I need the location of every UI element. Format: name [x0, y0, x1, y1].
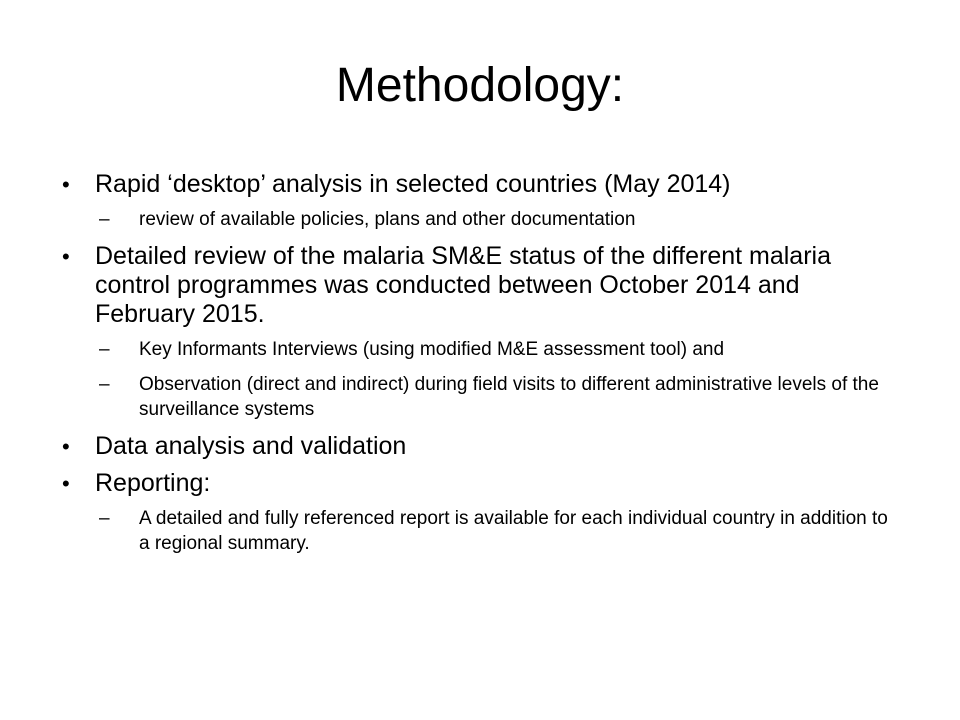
bullet-item — [62, 432, 902, 461]
sub-bullet-text: A detailed and fully referenced report is available for each individual country in addition to a regional summary. — [139, 508, 888, 554]
slide-body — [62, 170, 902, 566]
dash-icon: – — [99, 339, 110, 360]
bullet-text: Reporting: — [95, 469, 211, 497]
sub-bullet-item — [62, 207, 902, 232]
bullet-item — [62, 170, 902, 199]
bullet-icon: • — [62, 471, 70, 496]
bullet-item — [62, 242, 902, 329]
dash-icon: – — [99, 508, 110, 529]
sub-bullet-item — [62, 372, 902, 422]
dash-icon: – — [99, 209, 110, 230]
bullet-text: Detailed review of the malaria SM&E status of the different malaria control programmes was conducted between October 2014 and February 2015. — [95, 242, 831, 328]
slide-title: Methodology: — [335, 59, 625, 112]
bullet-icon: • — [62, 172, 70, 197]
bullet-text: Data analysis and validation — [95, 432, 407, 460]
bullet-icon: • — [62, 244, 70, 269]
sub-bullet-item — [62, 506, 902, 556]
sub-bullet-text: Key Informants Interviews (using modified M&E assessment tool) and — [139, 339, 725, 360]
bullet-icon: • — [62, 434, 70, 459]
bullet-item — [62, 469, 902, 498]
bullet-text: Rapid ‘desktop’ analysis in selected countries (May 2014) — [95, 170, 731, 198]
sub-bullet-text: Observation (direct and indirect) during field visits to different administrative levels of the surveillance systems — [139, 374, 879, 420]
dash-icon: – — [99, 374, 110, 395]
sub-bullet-item — [62, 337, 902, 362]
sub-bullet-text: review of available policies, plans and other documentation — [139, 209, 636, 230]
